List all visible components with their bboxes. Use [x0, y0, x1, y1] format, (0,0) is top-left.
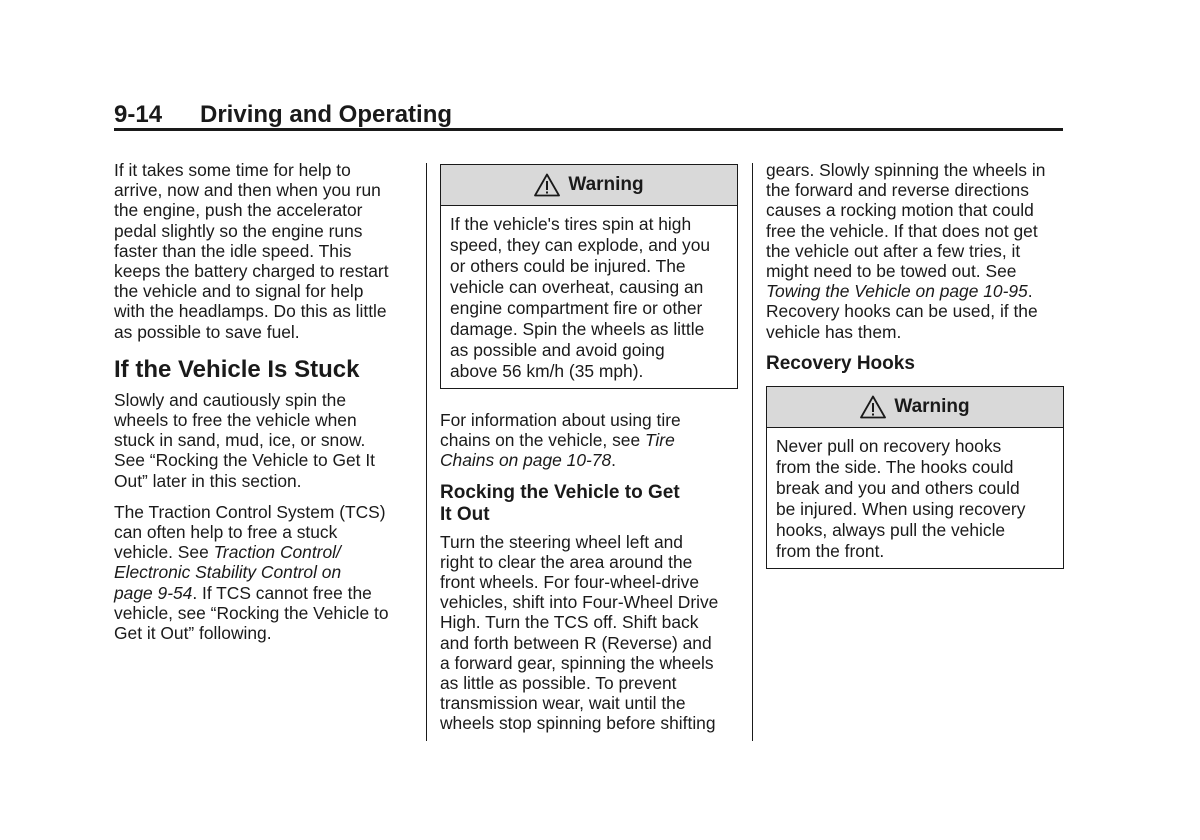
page-header	[114, 101, 1063, 131]
heading-rocking-vehicle	[440, 482, 738, 526]
cross-reference-link[interactable]: Tire	[644, 430, 675, 451]
text-line: the engine, push the accelerator	[114, 200, 363, 221]
text-line: hooks, always pull the vehicle	[776, 519, 1006, 540]
text-line: causes a rocking motion that could	[766, 200, 1034, 221]
text-line: Slowly and cautiously spin the	[114, 389, 347, 410]
column-divider-1	[426, 163, 427, 741]
text-line: vehicle, see “Rocking the Vehicle to	[114, 602, 389, 623]
text-fragment: .	[1027, 281, 1033, 302]
heading-line: It Out	[440, 503, 490, 525]
text-line: wheels to free the vehicle when	[114, 410, 357, 431]
text-fragment: vehicle. See	[114, 542, 214, 563]
text-line: front wheels. For four-wheel-drive	[440, 572, 700, 593]
text-line	[440, 450, 738, 470]
text-line: faster than the idle speed. This	[114, 240, 352, 261]
text-line: as possible to save fuel.	[114, 321, 300, 342]
cross-reference-link[interactable]: Towing the Vehicle on page 10-95	[766, 281, 1028, 302]
text-line	[114, 583, 414, 603]
text-line: the vehicle and to signal for help	[114, 281, 364, 302]
text-line: Recovery hooks can be used, if the	[766, 301, 1038, 322]
text-line: be injured. When using recovery	[776, 498, 1026, 519]
text-line: arrive, now and then when you run	[114, 180, 381, 201]
column-2	[440, 164, 738, 745]
text-fragment: . If TCS cannot free the	[192, 582, 372, 603]
text-line: For information about using tire	[440, 410, 681, 430]
text-line: Never pull on recovery hooks	[776, 435, 1002, 456]
text-line: stuck in sand, mud, ice, or snow.	[114, 430, 366, 451]
warning-body	[767, 428, 1063, 568]
column-3	[766, 160, 1064, 569]
text-line: vehicle can overheat, causing an	[450, 277, 704, 297]
section-title: Driving and Operating	[200, 101, 453, 128]
text-line: gears. Slowly spinning the wheels in	[766, 160, 1046, 180]
warning-triangle-icon	[534, 173, 560, 197]
text-line: keeps the battery charged to restart	[114, 261, 389, 282]
text-line: or others could be injured. The	[450, 256, 686, 276]
tcs-paragraph	[114, 502, 414, 643]
warning-label: Warning	[894, 395, 970, 417]
heading-recovery-hooks: Recovery Hooks	[766, 352, 915, 374]
text-line: wheels stop spinning before shifting	[440, 713, 716, 734]
text-line: from the front.	[776, 540, 885, 561]
cross-reference-link[interactable]: Electronic Stability Control on	[114, 562, 342, 583]
text-line	[114, 562, 414, 582]
intro-paragraph	[114, 160, 414, 342]
text-line: Turn the steering wheel left and	[440, 531, 683, 552]
cross-reference-link[interactable]: Chains on page 10-78	[440, 450, 612, 471]
warning-body	[441, 206, 737, 388]
text-line: vehicles, shift into Four-Wheel Drive	[440, 592, 719, 613]
heading-line: Rocking the Vehicle to Get	[440, 481, 680, 503]
text-line: pedal slightly so the engine runs	[114, 220, 363, 241]
text-fragment: chains on the vehicle, see	[440, 430, 645, 451]
text-line: If the vehicle's tires spin at high	[450, 214, 692, 234]
text-line: might need to be towed out. See	[766, 261, 1017, 282]
text-line: and forth between R (Reverse) and	[440, 632, 712, 653]
text-fragment: .	[611, 450, 616, 471]
text-line: from the side. The hooks could	[776, 456, 1014, 477]
heading-vehicle-stuck: If the Vehicle Is Stuck	[114, 355, 360, 383]
column-1	[114, 160, 414, 654]
text-line: can often help to free a stuck	[114, 522, 338, 543]
rocking-continued-paragraph	[766, 160, 1064, 342]
text-line: Get it Out” following.	[114, 623, 272, 644]
text-line: See “Rocking the Vehicle to Get It	[114, 450, 376, 471]
warning-box-tire-spin	[440, 164, 738, 389]
column-divider-2	[752, 163, 753, 741]
text-line: High. Turn the TCS off. Shift back	[440, 612, 699, 633]
tire-chains-paragraph	[440, 410, 738, 471]
text-line: the vehicle out after a few tries, it	[766, 240, 1021, 261]
cross-reference-link[interactable]: page 9-54	[114, 582, 193, 603]
text-line: damage. Spin the wheels as little	[450, 319, 705, 339]
warning-header	[767, 387, 1063, 428]
rocking-paragraph	[440, 532, 738, 734]
text-line	[766, 281, 1064, 301]
warning-header	[441, 165, 737, 206]
text-line	[114, 542, 414, 562]
text-line: break and you and others could	[776, 477, 1020, 498]
text-line: Out” later in this section.	[114, 470, 302, 491]
text-line: vehicle has them.	[766, 321, 902, 342]
text-line: free the vehicle. If that does not get	[766, 220, 1038, 241]
text-line: above 56 km/h (35 mph).	[450, 361, 644, 381]
page-number: 9-14	[114, 101, 163, 128]
text-line: transmission wear, wait until the	[440, 693, 686, 714]
warning-triangle-icon	[860, 395, 886, 419]
text-line: as little as possible. To prevent	[440, 673, 677, 694]
text-line: right to clear the area around the	[440, 551, 693, 572]
stuck-paragraph	[114, 390, 414, 491]
text-line	[440, 430, 738, 450]
warning-label: Warning	[568, 173, 644, 195]
text-line: engine compartment fire or other	[450, 298, 703, 318]
cross-reference-link[interactable]: Traction Control/	[213, 542, 341, 563]
text-line: as possible and avoid going	[450, 340, 665, 360]
text-line: with the headlamps. Do this as little	[114, 301, 387, 322]
text-line: If it takes some time for help to	[114, 160, 351, 180]
header-rule	[114, 128, 1063, 131]
text-line: The Traction Control System (TCS)	[114, 501, 386, 522]
text-line: a forward gear, spinning the wheels	[440, 652, 714, 673]
warning-box-recovery-hooks	[766, 386, 1064, 569]
text-line: the forward and reverse directions	[766, 180, 1029, 201]
text-line: speed, they can explode, and you	[450, 235, 711, 255]
